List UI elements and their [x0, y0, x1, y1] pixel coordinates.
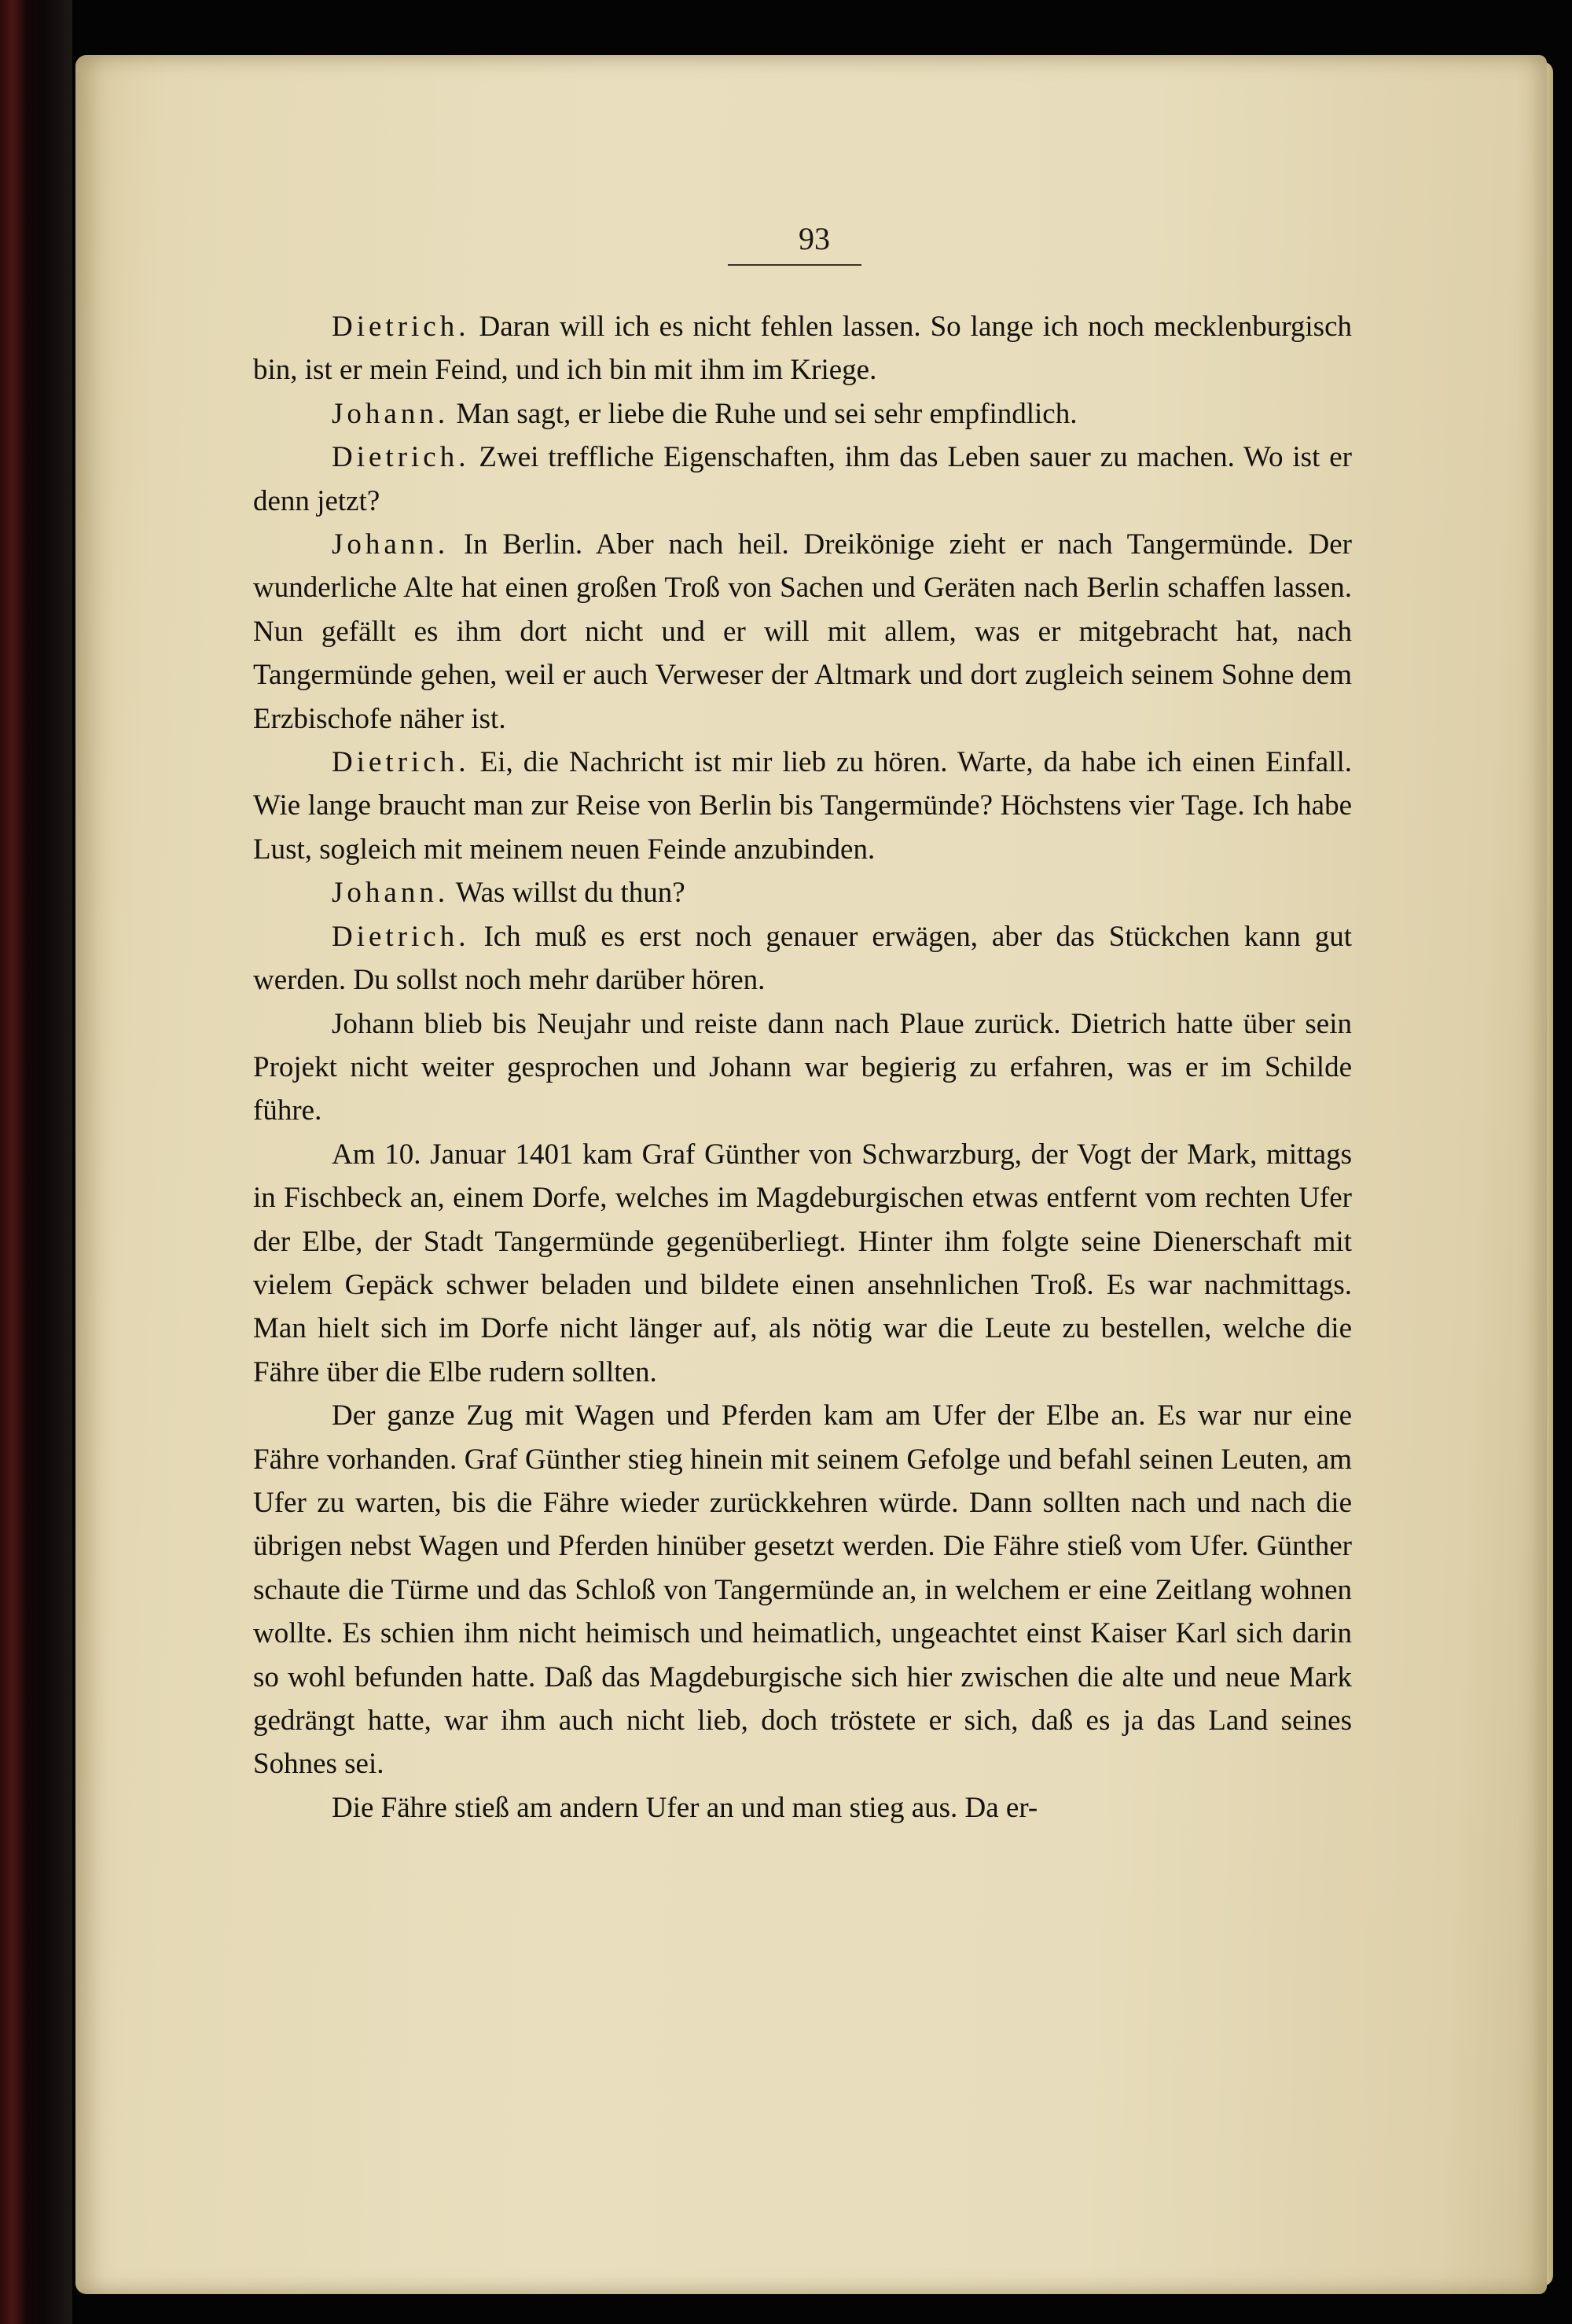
speaker-name: Dietrich. — [332, 920, 470, 953]
narrative-paragraph — [253, 1394, 1352, 1786]
narrative-paragraph — [253, 1002, 1352, 1133]
dialogue-paragraph — [253, 523, 1352, 741]
speaker-name: Johann. — [332, 877, 450, 910]
paragraph-text: Ich muß es erst noch genauer erwägen, aber das Stückchen kann gut werden. Du sollst noch mehr darüber hören. — [253, 920, 1353, 997]
dialogue-paragraph — [253, 305, 1352, 392]
page-number-rule — [728, 264, 861, 266]
paragraph-text: Die Fähre stieß am andern Ufer an und man stieg aus. Da er- — [332, 1791, 1038, 1824]
paragraph-text: Zwei treffliche Eigenschaften, ihm das Leben sauer zu machen. Wo ist er denn jetzt? — [253, 441, 1352, 517]
dialogue-paragraph — [253, 871, 1352, 914]
paragraph-text: Was willst du thun? — [455, 877, 685, 910]
paragraph-text: Man sagt, er liebe die Ruhe und sei sehr empfindlich. — [456, 397, 1078, 430]
paragraph-text: Ei, die Nachricht ist mir lieb zu hören. Warte, da habe ich einen Einfall. Wie lange braucht man zur Reise von Berlin bis Tangermünde? Höchstens vier Tage. Ich habe Lust, sogleich mit meinem neuen Feinde anzubinden. — [253, 746, 1353, 866]
paragraph-text: Johann blieb bis Neujahr und reiste dann nach Plaue zurück. Dietrich hatte über sein Projekt nicht weiter gesprochen und Johann war begierig zu erfahren, was er im Schilde führe. — [253, 1007, 1352, 1127]
narrative-paragraph — [253, 1786, 1352, 1829]
speaker-name: Johann. — [332, 528, 450, 561]
speaker-name: Dietrich. — [332, 311, 470, 343]
body-text — [253, 305, 1352, 2318]
speaker-name: Johann. — [332, 397, 450, 430]
book-page — [75, 55, 1547, 2294]
narrative-paragraph — [253, 1133, 1352, 1394]
dialogue-paragraph — [253, 392, 1352, 436]
page-number: 93 — [799, 221, 830, 256]
dialogue-paragraph — [253, 915, 1352, 1002]
paragraph-text: In Berlin. Aber nach heil. Dreikönige zieht er nach Tangermünde. Der wunderliche Alte hat einen großen Troß von Sachen und Geräten nach Berlin schaffen lassen. Nun gefällt es ihm dort nicht und er will mit allem, was er mitgebracht hat, nach Tangermünde gehen, weil er auch Verweser der Altmark und dort zugleich seinem Sohne dem Erzbischofe näher ist. — [253, 528, 1353, 735]
speaker-name: Dietrich. — [332, 441, 470, 474]
paragraph-text: Daran will ich es nicht fehlen lassen. So lange ich noch mecklenburgisch bin, ist er mein Feind, und ich bin mit ihm im Kriege. — [253, 311, 1353, 387]
paragraph-text: Der ganze Zug mit Wagen und Pferden kam am Ufer der Elbe an. Es war nur eine Fähre vorhanden. Graf Günther stieg hinein mit seinem Gefolge und befahl seinen Leuten, am Ufer zu warten, bis die Fähre wieder zurückkehren würde. Dann sollten nach und nach die übrigen nebst Wagen und Pferden hinüber gesetzt werden. Die Fähre stieß vom Ufer. Günther schaute die Türme und das Schloß von Tangermünde an, in welchem er eine Zeitlang wohnen wollte. Es schien ihm nicht heimisch und heimatlich, ungeachtet einst Kaiser Karl sich darin so wohl befunden hatte. Daß das Magdeburgische sich hier zwischen die alte und neue Mark gedrängt hatte, war ihm auch nicht lieb, doch tröstete er sich, daß es ja das Land seines Sohnes sei. — [253, 1399, 1352, 1781]
dialogue-paragraph — [253, 741, 1352, 871]
left-page-edge — [0, 0, 72, 2324]
speaker-name: Dietrich. — [332, 746, 470, 779]
paragraph-text: Am 10. Januar 1401 kam Graf Günther von Schwarzburg, der Vogt der Mark, mittags in Fischbeck an, einem Dorfe, welches im Magdeburgischen etwas entfernt vom rechten Ufer der Elbe, der Stadt Tangermünde gegenüberliegt. Hinter ihm folgte seine Dienerschaft mit vielem Gepäck schwer beladen und bildete einen ansehnlichen Troß. Es war nachmittags. Man hielt sich im Dorfe nicht länger auf, als nötig war die Leute zu bestellen, welche die Fähre über die Elbe rudern sollten. — [253, 1138, 1352, 1388]
dialogue-paragraph — [253, 436, 1352, 523]
